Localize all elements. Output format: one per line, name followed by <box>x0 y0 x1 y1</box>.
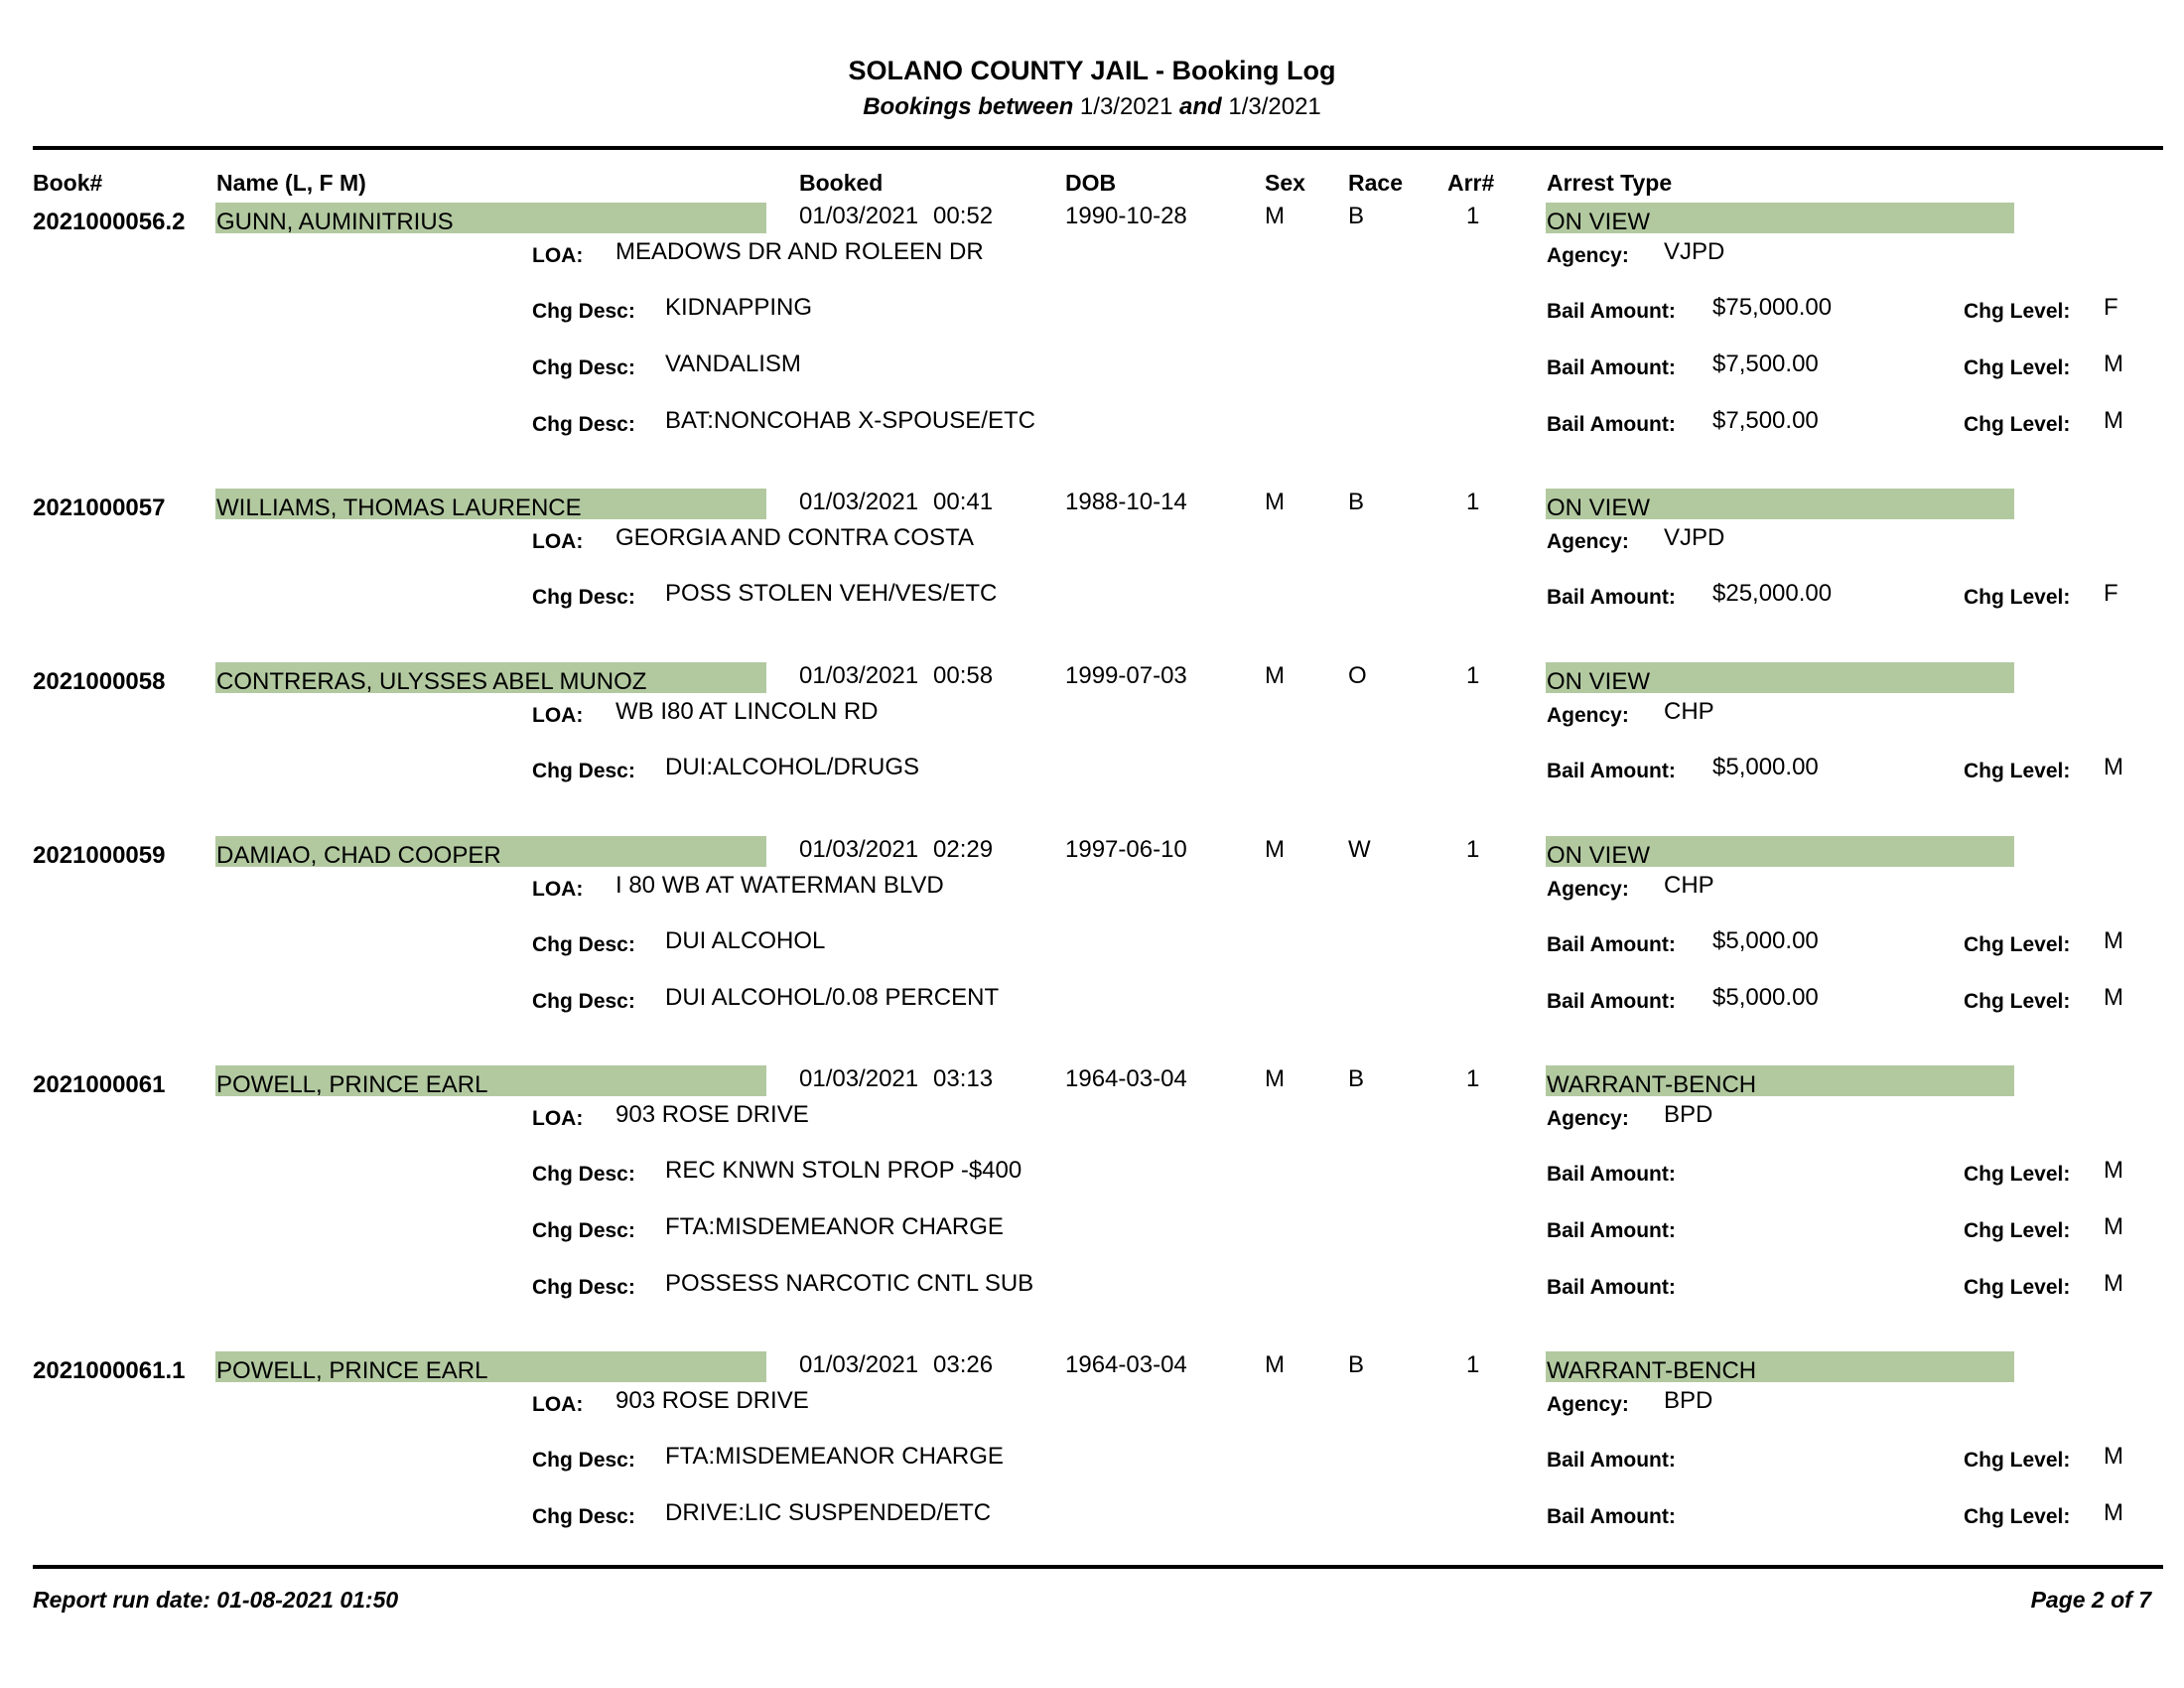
charge-level: M <box>2104 407 2123 434</box>
location-of-arrest: 903 ROSE DRIVE <box>615 1387 809 1414</box>
booked-date: 01/03/2021 <box>799 489 919 515</box>
loa-label: LOA: <box>532 244 584 267</box>
bail-amount-label: Bail Amount: <box>1547 300 1676 323</box>
footer-rule <box>33 1565 2163 1569</box>
bail-amount-label: Bail Amount: <box>1547 586 1676 609</box>
arrest-type: WARRANT-BENCH <box>1547 1071 1757 1098</box>
charge-level: M <box>2104 351 2123 377</box>
arrest-type-highlight <box>1546 1351 2014 1382</box>
charge-description: DUI ALCOHOL/0.08 PERCENT <box>665 984 1000 1011</box>
charge-desc-label: Chg Desc: <box>532 413 635 436</box>
arrest-number: 1 <box>1466 1065 1480 1092</box>
dob: 1988-10-14 <box>1065 489 1187 515</box>
bail-amount-label: Bail Amount: <box>1547 1163 1676 1186</box>
bail-amount-label: Bail Amount: <box>1547 413 1676 436</box>
col-book: Book# <box>33 170 103 196</box>
charge-level: F <box>2104 580 2118 607</box>
agency-label: Agency: <box>1547 704 1629 727</box>
inmate-name-highlight <box>215 203 766 233</box>
report-subtitle <box>0 93 2184 121</box>
sex: M <box>1265 203 1285 229</box>
arrest-type: ON VIEW <box>1547 209 1651 235</box>
charge-level-label: Chg Level: <box>1964 1505 2071 1528</box>
booked-time: 03:26 <box>933 1351 994 1378</box>
charge-desc-label: Chg Desc: <box>532 1505 635 1528</box>
charge-description: FTA:MISDEMEANOR CHARGE <box>665 1443 1004 1470</box>
arrest-number: 1 <box>1466 203 1480 229</box>
arrest-type-highlight <box>1546 489 2014 519</box>
bail-amount: $25,000.00 <box>1712 580 1833 607</box>
charge-desc-label: Chg Desc: <box>532 760 635 782</box>
dob: 1964-03-04 <box>1065 1065 1187 1092</box>
arrest-type: ON VIEW <box>1547 494 1651 521</box>
booked-date: 01/03/2021 <box>799 1351 919 1378</box>
header-rule <box>33 146 2163 150</box>
bail-amount-label: Bail Amount: <box>1547 1219 1676 1242</box>
inmate-name: POWELL, PRINCE EARL <box>216 1071 488 1098</box>
charge-level: M <box>2104 984 2123 1011</box>
charge-level: M <box>2104 1270 2123 1297</box>
col-arr: Arr# <box>1447 170 1495 196</box>
race: B <box>1348 1351 1365 1378</box>
race: B <box>1348 1065 1365 1092</box>
charge-level-label: Chg Level: <box>1964 1276 2071 1299</box>
charge-description: DRIVE:LIC SUSPENDED/ETC <box>665 1499 992 1526</box>
charge-description: KIDNAPPING <box>665 294 813 321</box>
loa-label: LOA: <box>532 878 584 901</box>
booked-date: 01/03/2021 <box>799 836 919 863</box>
charge-description: DUI:ALCOHOL/DRUGS <box>665 754 920 780</box>
charge-level: F <box>2104 294 2118 321</box>
inmate-name: WILLIAMS, THOMAS LAURENCE <box>216 494 582 521</box>
inmate-name-highlight <box>215 836 766 867</box>
agency: BPD <box>1664 1387 1713 1414</box>
bail-amount: $7,500.00 <box>1712 351 1819 377</box>
charge-description: BAT:NONCOHAB X-SPOUSE/ETC <box>665 407 1035 434</box>
arrest-type: ON VIEW <box>1547 842 1651 869</box>
charge-description: POSSESS NARCOTIC CNTL SUB <box>665 1270 1034 1297</box>
charge-desc-label: Chg Desc: <box>532 356 635 379</box>
col-race: Race <box>1348 170 1403 196</box>
book-number: 2021000061.1 <box>33 1357 186 1384</box>
subtitle-prefix: Bookings between <box>863 93 1074 120</box>
bail-amount-label: Bail Amount: <box>1547 933 1676 956</box>
booked-date: 01/03/2021 <box>799 662 919 689</box>
inmate-name: POWELL, PRINCE EARL <box>216 1357 488 1384</box>
loa-label: LOA: <box>532 1107 584 1130</box>
charge-level-label: Chg Level: <box>1964 760 2071 782</box>
arrest-type-highlight <box>1546 203 2014 233</box>
charge-level: M <box>2104 1213 2123 1240</box>
location-of-arrest: GEORGIA AND CONTRA COSTA <box>615 524 974 551</box>
arrest-type-highlight <box>1546 836 2014 867</box>
charge-level-label: Chg Level: <box>1964 413 2071 436</box>
booked-time: 00:41 <box>933 489 994 515</box>
booked-time: 03:13 <box>933 1065 994 1092</box>
col-booked: Booked <box>799 170 884 196</box>
booked-time: 02:29 <box>933 836 994 863</box>
loa-label: LOA: <box>532 704 584 727</box>
report-run-date: Report run date: 01-08-2021 01:50 <box>33 1587 399 1613</box>
agency-label: Agency: <box>1547 244 1629 267</box>
charge-desc-label: Chg Desc: <box>532 933 635 956</box>
bail-amount: $7,500.00 <box>1712 407 1819 434</box>
charge-description: REC KNWN STOLN PROP -$400 <box>665 1157 1023 1184</box>
charge-level: M <box>2104 1443 2123 1470</box>
charge-description: DUI ALCOHOL <box>665 927 826 954</box>
bail-amount: $75,000.00 <box>1712 294 1833 321</box>
charge-desc-label: Chg Desc: <box>532 1163 635 1186</box>
sex: M <box>1265 662 1285 689</box>
bail-amount-label: Bail Amount: <box>1547 1276 1676 1299</box>
booked-time: 00:52 <box>933 203 994 229</box>
inmate-name: DAMIAO, CHAD COOPER <box>216 842 501 869</box>
sex: M <box>1265 489 1285 515</box>
bail-amount-label: Bail Amount: <box>1547 1449 1676 1472</box>
race: B <box>1348 489 1365 515</box>
bail-amount-label: Bail Amount: <box>1547 990 1676 1013</box>
booked-date: 01/03/2021 <box>799 1065 919 1092</box>
charge-level-label: Chg Level: <box>1964 1219 2071 1242</box>
location-of-arrest: 903 ROSE DRIVE <box>615 1101 809 1128</box>
charge-desc-label: Chg Desc: <box>532 300 635 323</box>
charge-desc-label: Chg Desc: <box>532 1276 635 1299</box>
col-dob: DOB <box>1065 170 1117 196</box>
arrest-type: WARRANT-BENCH <box>1547 1357 1757 1384</box>
bail-amount-label: Bail Amount: <box>1547 356 1676 379</box>
arrest-number: 1 <box>1466 836 1480 863</box>
inmate-name-highlight <box>215 489 766 519</box>
agency: VJPD <box>1664 238 1725 265</box>
dob: 1997-06-10 <box>1065 836 1187 863</box>
arrest-number: 1 <box>1466 489 1480 515</box>
date-to: 1/3/2021 <box>1228 93 1321 120</box>
inmate-name: GUNN, AUMINITRIUS <box>216 209 454 235</box>
arrest-number: 1 <box>1466 1351 1480 1378</box>
dob: 1990-10-28 <box>1065 203 1187 229</box>
subtitle-and: and <box>1179 93 1222 120</box>
bail-amount-label: Bail Amount: <box>1547 760 1676 782</box>
arrest-number: 1 <box>1466 662 1480 689</box>
race: W <box>1348 836 1371 863</box>
sex: M <box>1265 836 1285 863</box>
sex: M <box>1265 1351 1285 1378</box>
book-number: 2021000057 <box>33 494 166 521</box>
date-from: 1/3/2021 <box>1079 93 1173 120</box>
inmate-name: CONTRERAS, ULYSSES ABEL MUNOZ <box>216 668 647 695</box>
book-number: 2021000059 <box>33 842 166 869</box>
agency: BPD <box>1664 1101 1713 1128</box>
charge-level: M <box>2104 1499 2123 1526</box>
charge-description: POSS STOLEN VEH/VES/ETC <box>665 580 998 607</box>
dob: 1964-03-04 <box>1065 1351 1187 1378</box>
charge-desc-label: Chg Desc: <box>532 1449 635 1472</box>
charge-level-label: Chg Level: <box>1964 356 2071 379</box>
charge-description: VANDALISM <box>665 351 801 377</box>
bail-amount-label: Bail Amount: <box>1547 1505 1676 1528</box>
charge-level: M <box>2104 927 2123 954</box>
inmate-name-highlight <box>215 662 766 693</box>
col-sex: Sex <box>1265 170 1305 196</box>
agency-label: Agency: <box>1547 878 1629 901</box>
inmate-name-highlight <box>215 1065 766 1096</box>
agency-label: Agency: <box>1547 1107 1629 1130</box>
charge-level: M <box>2104 1157 2123 1184</box>
loa-label: LOA: <box>532 530 584 553</box>
bail-amount: $5,000.00 <box>1712 927 1819 954</box>
book-number: 2021000058 <box>33 668 166 695</box>
charge-level-label: Chg Level: <box>1964 1449 2071 1472</box>
location-of-arrest: I 80 WB AT WATERMAN BLVD <box>615 872 944 899</box>
report-title: SOLANO COUNTY JAIL - Booking Log <box>848 56 1336 85</box>
race: B <box>1348 203 1365 229</box>
arrest-type-highlight <box>1546 662 2014 693</box>
charge-level-label: Chg Level: <box>1964 1163 2071 1186</box>
charge-description: FTA:MISDEMEANOR CHARGE <box>665 1213 1004 1240</box>
col-arrest-type: Arrest Type <box>1547 170 1673 196</box>
book-number: 2021000061 <box>33 1071 166 1098</box>
agency: VJPD <box>1664 524 1725 551</box>
booked-date: 01/03/2021 <box>799 203 919 229</box>
race: O <box>1348 662 1367 689</box>
booked-time: 00:58 <box>933 662 994 689</box>
charge-level-label: Chg Level: <box>1964 300 2071 323</box>
arrest-type: ON VIEW <box>1547 668 1651 695</box>
charge-desc-label: Chg Desc: <box>532 1219 635 1242</box>
col-name: Name (L, F M) <box>216 170 366 196</box>
book-number: 2021000056.2 <box>33 209 186 235</box>
agency-label: Agency: <box>1547 1393 1629 1416</box>
charge-level: M <box>2104 754 2123 780</box>
page-number: Page 2 of 7 <box>2030 1587 2151 1613</box>
agency-label: Agency: <box>1547 530 1629 553</box>
arrest-type-highlight <box>1546 1065 2014 1096</box>
location-of-arrest: MEADOWS DR AND ROLEEN DR <box>615 238 984 265</box>
sex: M <box>1265 1065 1285 1092</box>
charge-level-label: Chg Level: <box>1964 933 2071 956</box>
location-of-arrest: WB I80 AT LINCOLN RD <box>615 698 879 725</box>
charge-desc-label: Chg Desc: <box>532 586 635 609</box>
bail-amount: $5,000.00 <box>1712 754 1819 780</box>
agency: CHP <box>1664 698 1714 725</box>
loa-label: LOA: <box>532 1393 584 1416</box>
inmate-name-highlight <box>215 1351 766 1382</box>
charge-desc-label: Chg Desc: <box>532 990 635 1013</box>
charge-level-label: Chg Level: <box>1964 990 2071 1013</box>
bail-amount: $5,000.00 <box>1712 984 1819 1011</box>
dob: 1999-07-03 <box>1065 662 1187 689</box>
agency: CHP <box>1664 872 1714 899</box>
charge-level-label: Chg Level: <box>1964 586 2071 609</box>
